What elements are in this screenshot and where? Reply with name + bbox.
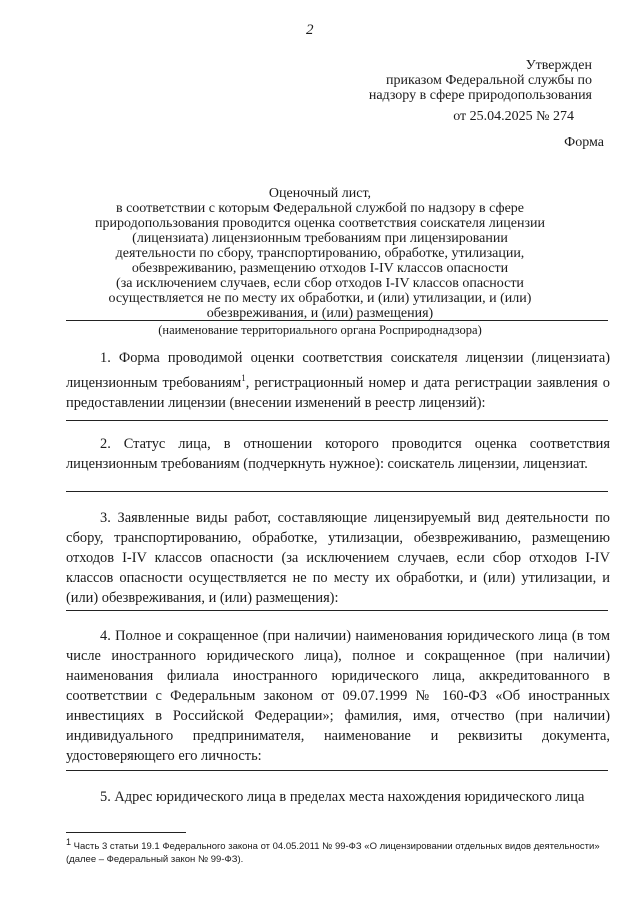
footnote-separator <box>66 832 186 833</box>
item-5-text: 5. Адрес юридического лица в пределах места нахождения юридического лица <box>100 789 585 805</box>
footnote-line-2: (далее – Федеральный закон № 99-ФЗ). <box>66 854 244 866</box>
item-3 <box>66 508 610 608</box>
footnote-line-1: Часть 3 статьи 19.1 Федерального закона от 04.05.2011 № 99-ФЗ «О лицензировании отдельных видов деятельности» <box>73 841 600 853</box>
item-4-answer-line <box>66 770 608 771</box>
approval-line-2: приказом Федеральной службы по <box>386 73 592 88</box>
item-2-text: 2. Статус лица, в отношении которого проводится оценка соответствия лицензионным требованиям (подчеркнуть нужное): соискатель лицензии, лицензиат. <box>66 436 610 472</box>
item-1-answer-line <box>66 420 608 421</box>
title-line-9: обезвреживания, и (или) размещения) <box>206 306 434 321</box>
approval-line-1: Утвержден <box>525 58 592 73</box>
item-1-tail: , регистрационный номер и дата регистрации заявления о предоставлении лицензии (внесении изменений в реестр лицензий): <box>66 374 610 411</box>
title-line-4: (лицензиата) лицензионным требованиям при лицензировании <box>132 231 508 246</box>
item-5 <box>66 787 610 807</box>
footnote <box>66 836 622 866</box>
approval-line-3: надзору в сфере природопользования <box>368 88 592 103</box>
footnote-ref: 1 <box>241 373 246 383</box>
item-2 <box>66 434 610 474</box>
item-4-text: 4. Полное и сокращенное (при наличии) наименования юридического лица (в том числе иностранного юридического лица), полное и сокращенное (при наличии) наименования филиала иностранного юридического лица, аккредитованного в соответствии с Федеральным законом от 09.07.1999 № 160-ФЗ «Об иностранных инвестициях в Российской Федерации»; фамилия, имя, отчество (при наличии) индивидуального предпринимателя, наименование и реквизиты документа, удостоверяющего его личность: <box>66 628 610 764</box>
title-line-6: обезвреживанию, размещению отходов I-IV классов опасности <box>131 261 509 276</box>
title-line-5: деятельности по сбору, транспортированию, обработке, утилизации, <box>115 246 525 261</box>
organ-name-line <box>66 320 608 321</box>
approval-date-number: от 25.04.2025 № 274 <box>453 109 574 124</box>
title-line-8: осуществляется не по месту их обработки, и (или) утилизации, и (или) <box>108 291 532 306</box>
item-3-text: 3. Заявленные виды работ, составляющие лицензируемый вид деятельности по сбору, транспортированию, обработке, утилизации, обезвреживанию, размещению отходов I-IV классов опасности (за исключением случаев, если сбор отходов I-IV классов опасности осуществляется не по месту их обработки, и (или) утилизации, и (или) обезвреживания, и (или) размещения): <box>66 510 610 606</box>
form-label: Форма <box>564 135 604 150</box>
footnote-marker: 1 <box>66 837 72 847</box>
title-line-7: (за исключением случаев, если сбор отходов I-IV классов опасности <box>116 276 524 291</box>
organ-caption: (наименование территориального органа Росприроднадзора) <box>158 323 482 337</box>
title-line-1: Оценочный лист, <box>268 186 372 201</box>
item-1 <box>66 348 610 413</box>
title-line-3: природопользования проводится оценка соответствия соискателя лицензии <box>95 216 545 231</box>
title-line-2: в соответствии с которым Федеральной службой по надзору в сфере <box>115 201 525 216</box>
item-1-text: 1. Форма проводимой оценки соответствия соискателя лицензии (лицензиата) лицензионным требованиям <box>66 350 610 391</box>
page-number: 2 <box>306 22 314 38</box>
item-4 <box>66 626 610 766</box>
item-3-answer-line <box>66 610 608 611</box>
item-2-answer-line <box>66 491 608 492</box>
